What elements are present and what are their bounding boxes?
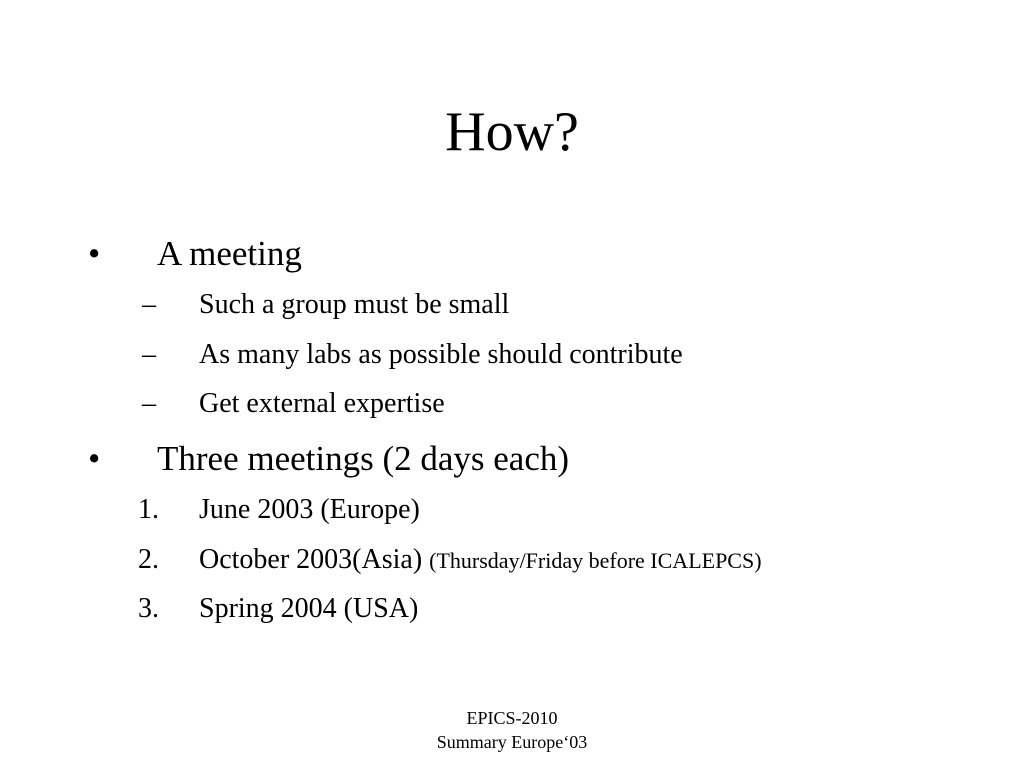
subitem-2-3-marker: 3. xyxy=(138,593,159,624)
subitem-2-2-marker: 2. xyxy=(138,544,159,575)
footer-line-2: Summary Europe‘03 xyxy=(436,732,588,752)
subitem-2-3-text: Spring 2004 (USA) xyxy=(199,593,419,624)
subitem-2-2-text: October 2003(Asia) xyxy=(199,544,423,575)
subitem-1-3-marker: – xyxy=(142,388,156,419)
slide-title: How? xyxy=(445,101,579,163)
subitem-2-2-line xyxy=(199,544,762,577)
footer-line-1: EPICS-2010 xyxy=(466,708,558,728)
subitem-2-2-note: (Thursday/Friday before ICALEPCS) xyxy=(429,548,762,573)
bullet-2-text: Three meetings (2 days each) xyxy=(157,439,570,478)
subitem-2-1-marker: 1. xyxy=(138,494,159,525)
subitem-2-1-text: June 2003 (Europe) xyxy=(199,494,420,525)
bullet-2-marker: • xyxy=(88,439,101,478)
subitem-1-2-marker: – xyxy=(142,339,156,370)
subitem-1-1-text: Such a group must be small xyxy=(199,289,510,320)
subitem-1-2-text: As many labs as possible should contribute xyxy=(199,339,683,370)
subitem-1-3-text: Get external expertise xyxy=(199,388,445,419)
bullet-1-text: A meeting xyxy=(157,234,302,273)
subitem-1-1-marker: – xyxy=(142,289,156,320)
bullet-1-marker: • xyxy=(88,234,101,273)
